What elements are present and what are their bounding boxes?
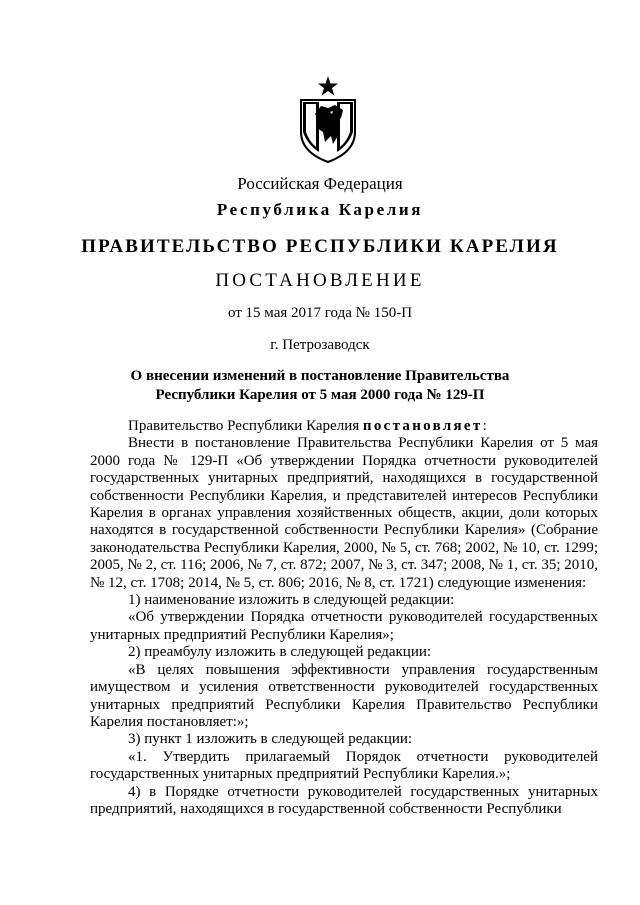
intro-paragraph	[90, 418, 598, 435]
intro-emphasis: постановляет	[362, 418, 483, 434]
republic-name: Республика Карелия	[216, 200, 424, 219]
country-name: Российская Федерация	[237, 174, 403, 193]
body-paragraph: 2) преамбулу изложить в следующей редакции:	[128, 644, 432, 661]
intro-suffix: :	[482, 418, 487, 434]
government-name: ПРАВИТЕЛЬСТВО РЕСПУБЛИКИ КАРЕЛИЯ	[81, 236, 559, 257]
document-body	[90, 418, 598, 818]
body-paragraph: «1. Утвердить прилагаемый Порядок отчетности руководителей государственных унитарных предприятий Республики Карелия.»;	[90, 748, 598, 783]
body-paragraph: «В целях повышения эффективности управления государственным имуществом и усиления ответственности руководителей государственных унитарных предприятий Республики Карелия Правительство Республики Карелия постановляет:»;	[90, 661, 598, 730]
document-type: ПОСТАНОВЛЕНИЕ	[215, 270, 425, 291]
document-title	[0, 367, 640, 405]
intro-prefix: Правительство Республики Карелия	[128, 418, 363, 434]
title-line-1: О внесении изменений в постановление Правительства	[130, 368, 510, 384]
document-date: от 15 мая 2017 года № 150-П	[227, 305, 413, 321]
body-paragraph: 1) наименование изложить в следующей редакции:	[128, 592, 455, 609]
body-paragraph: «Об утверждении Порядка отчетности руководителей государственных унитарных предприятий Республики Карелия»;	[90, 609, 598, 643]
title-line-2: Республики Карелия от 5 мая 2000 года № 129-П	[155, 387, 485, 403]
body-paragraph: Внести в постановление Правительства Республики Карелия от 5 мая 2000 года № 129-П «Об утверждении Порядка отчетности руководителей государственных унитарных предприятий, находящихся в государственной собственности Республики Карелия, и представителей интересов Республики Карелия в органах управления хозяйственных обществ, акции, доли которых находятся в государственной собственности Республики Карелия» (Собрание законодательства Республики Карелия, 2000, № 5, ст. 768; 2002, № 10, ст. 1299; 2005, № 2, ст. 116; 2006, № 7, ст. 872; 2007, № 3, ст. 347; 2008, № 1, ст. 35; 2010, № 12, ст. 1708; 2014, № 5, ст. 806; 2016, № 8, ст. 1721) следующие изменения:	[90, 435, 598, 591]
body-paragraph: 3) пункт 1 изложить в следующей редакции:	[128, 731, 413, 748]
emblem-star	[318, 76, 338, 96]
document-city: г. Петрозаводск	[270, 337, 370, 353]
body-paragraph: 4) в Порядке отчетности руководителей государственных унитарных предприятий, находящихся в государственной собственности Республики	[90, 783, 598, 817]
coat-of-arms-icon	[297, 74, 359, 164]
